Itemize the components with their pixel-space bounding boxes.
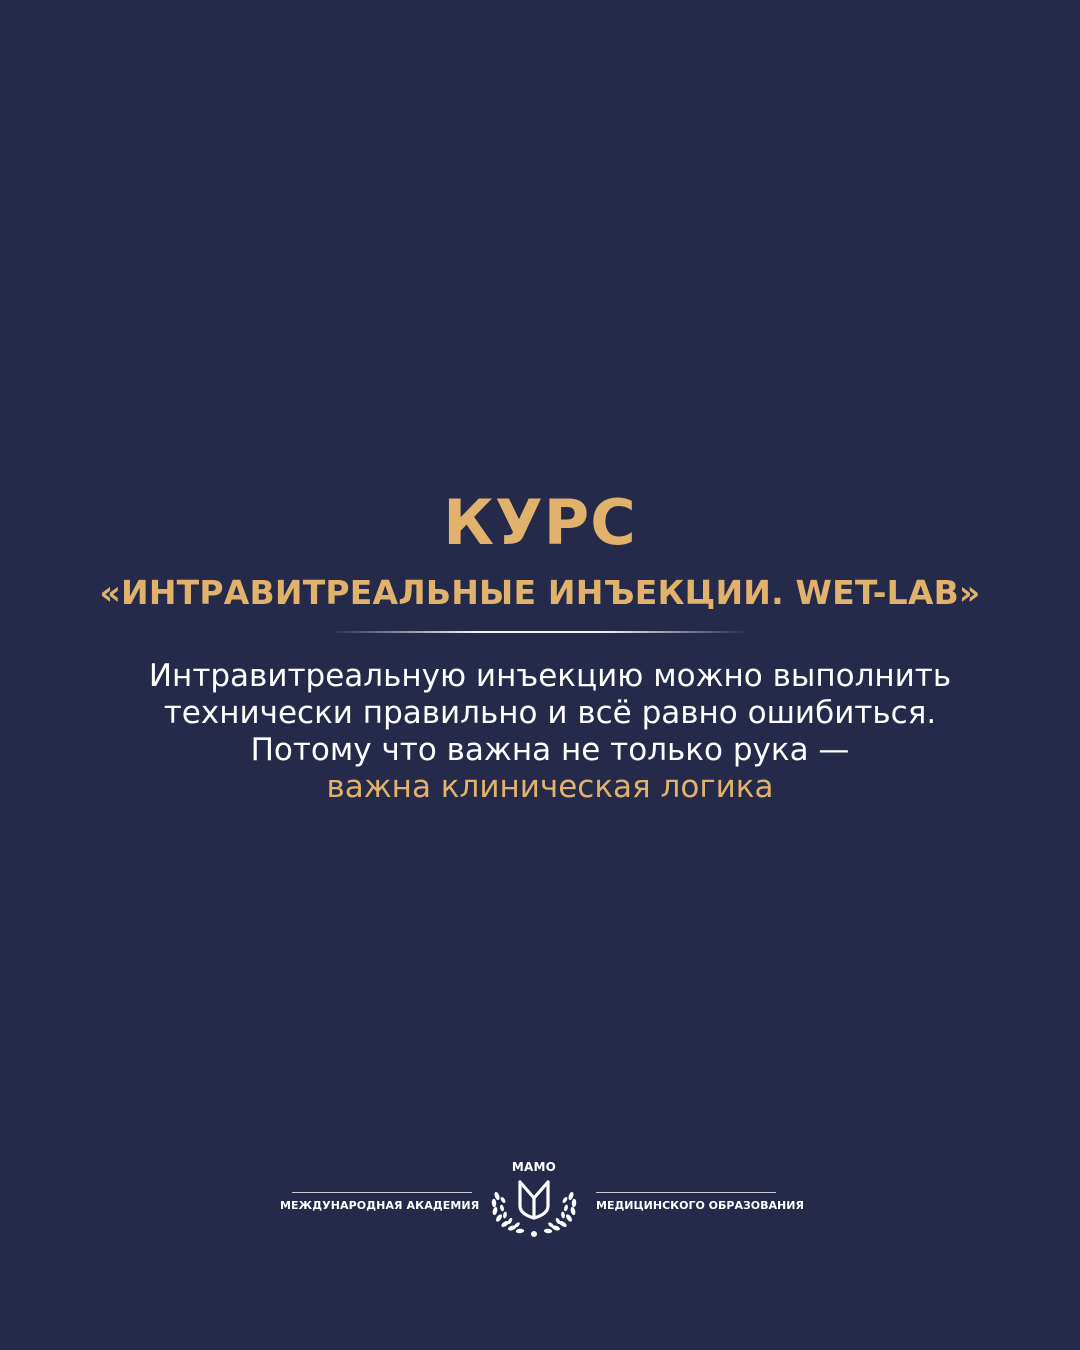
footer-education-text: МЕДИЦИНСКОГО ОБРАЗОВАНИЯ <box>596 1199 804 1212</box>
footer-right-rule <box>596 1192 776 1193</box>
academy-logo-icon <box>488 1176 580 1242</box>
body-line-2: технически правильно и всё равно ошибиться. <box>163 695 937 731</box>
body-line-accent: важна клиническая логика <box>326 769 774 805</box>
footer-brand <box>0 1156 1080 1246</box>
body-line-1: Интравитреальную инъекцию можно выполнить <box>148 658 952 694</box>
footer-academy-text: МЕЖДУНАРОДНАЯ АКАДЕМИЯ <box>280 1199 480 1212</box>
body-paragraph <box>60 658 1040 806</box>
course-label: КУРС <box>443 486 637 559</box>
logo-abbreviation: МАМО <box>511 1160 557 1174</box>
body-line-3: Потому что важна не только рука — <box>250 732 850 768</box>
footer-left-rule <box>292 1192 472 1193</box>
divider-line <box>330 631 748 633</box>
course-title: «ИНТРАВИТРЕАЛЬНЫЕ ИНЪЕКЦИИ. WET-LAB» <box>99 573 981 612</box>
